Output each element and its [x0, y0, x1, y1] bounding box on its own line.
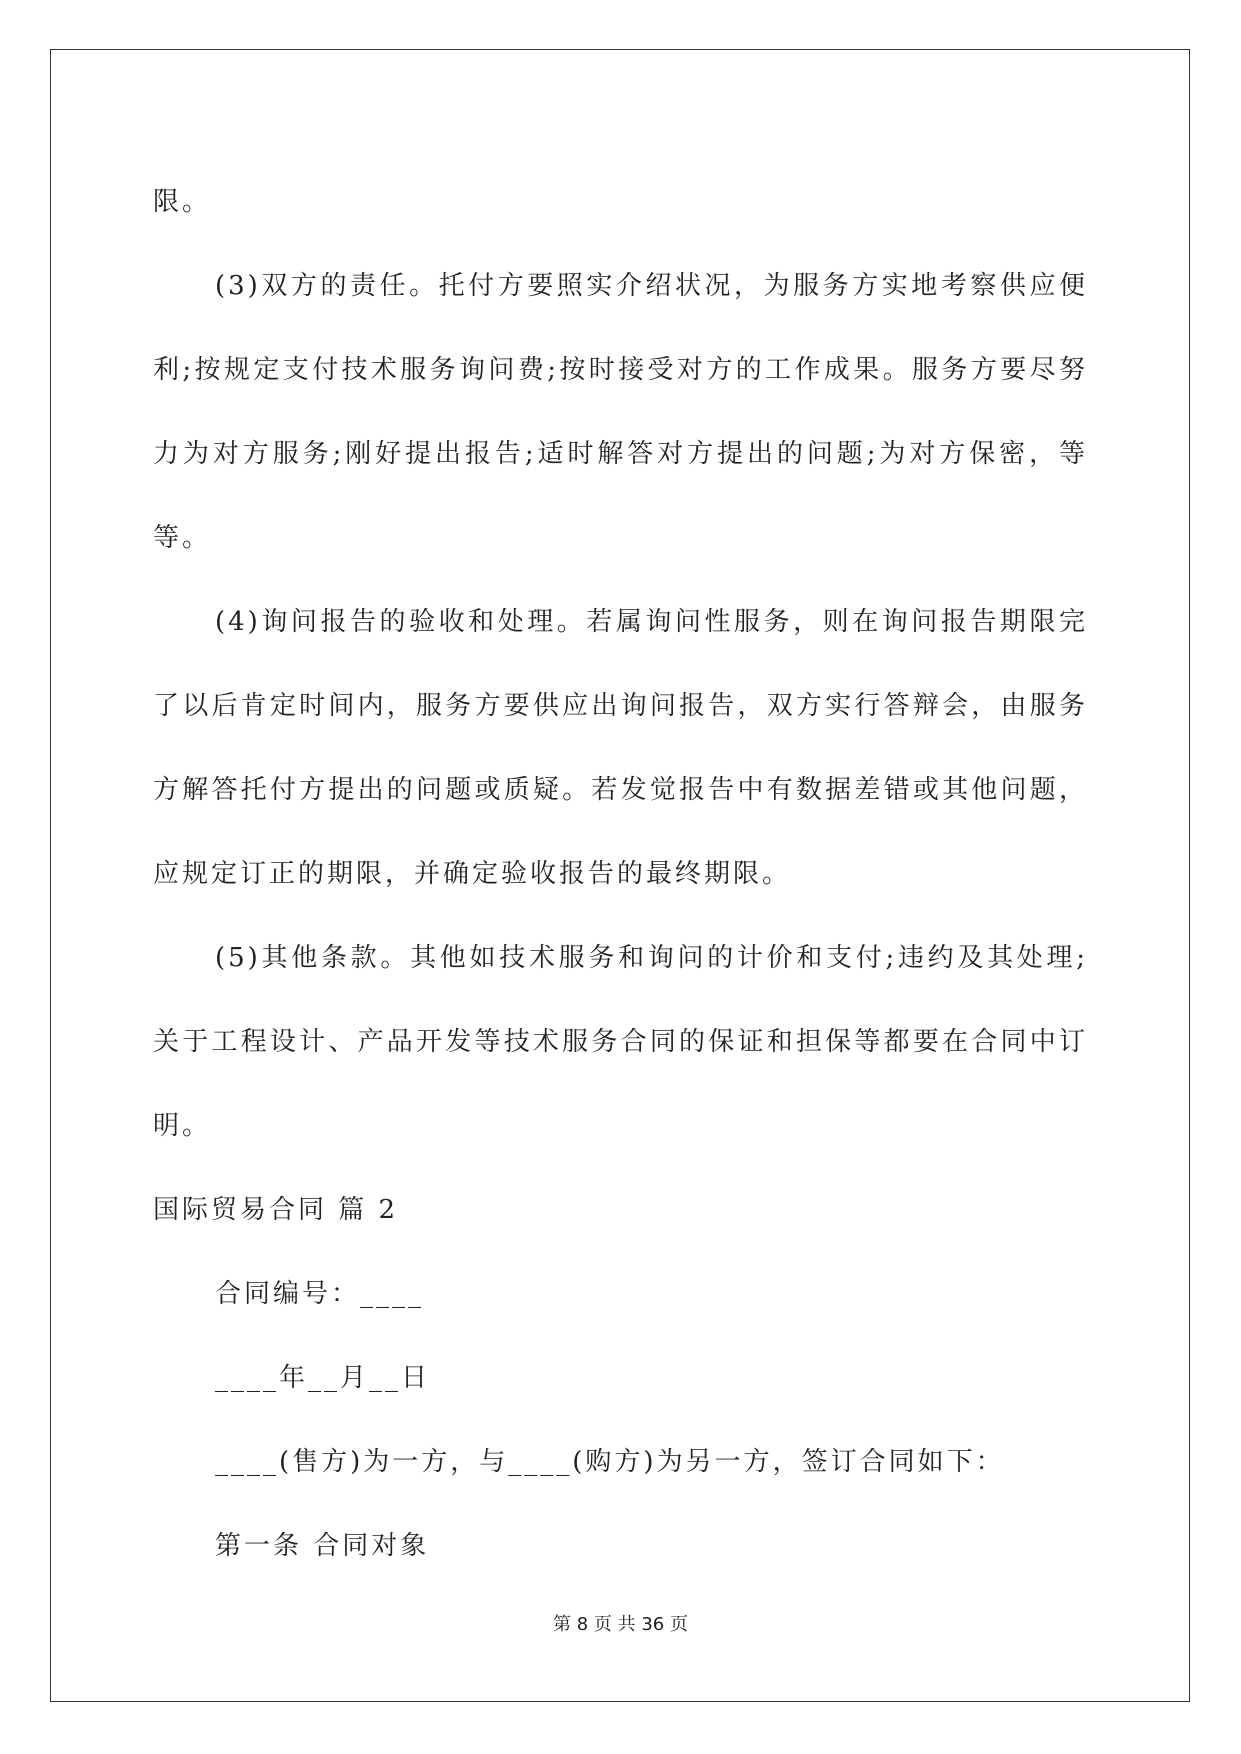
contract-number: 合同编号：____ — [215, 1279, 425, 1309]
document-body — [153, 160, 1088, 1588]
article-heading: 第一条 合同对象 — [215, 1531, 430, 1561]
date-line: ____年__月__日 — [215, 1363, 431, 1393]
section-heading: 国际贸易合同 篇 2 — [153, 1195, 399, 1225]
paragraph-continuation: 限。 — [153, 187, 212, 217]
paragraph-responsibilities: (3)双方的责任。托付方要照实介绍状况，为服务方实地考察供应便利;按规定支付技术服务询问费;按时接受对方的工作成果。服务方要尽努力为对方服务;刚好提出报告;适时解答对方提出的问题;为对方保密，等等。 — [153, 271, 1088, 553]
page-number: 第 8 页 共 36 页 — [553, 1614, 688, 1635]
paragraph-other-terms: (5)其他条款。其他如技术服务和询问的计价和支付;违约及其处理;关于工程设计、产品开发等技术服务合同的保证和担保等都要在合同中订明。 — [153, 943, 1088, 1141]
parties-line: ____(售方)为一方，与____(购方)为另一方，签订合同如下： — [215, 1447, 1005, 1477]
paragraph-report-acceptance: (4)询问报告的验收和处理。若属询问性服务，则在询问报告期限完了以后肯定时间内，服务方要供应出询问报告，双方实行答辩会，由服务方解答托付方提出的问题或质疑。若发觉报告中有数据差错或其他问题，应规定订正的期限，并确定验收报告的最终期限。 — [153, 607, 1088, 889]
